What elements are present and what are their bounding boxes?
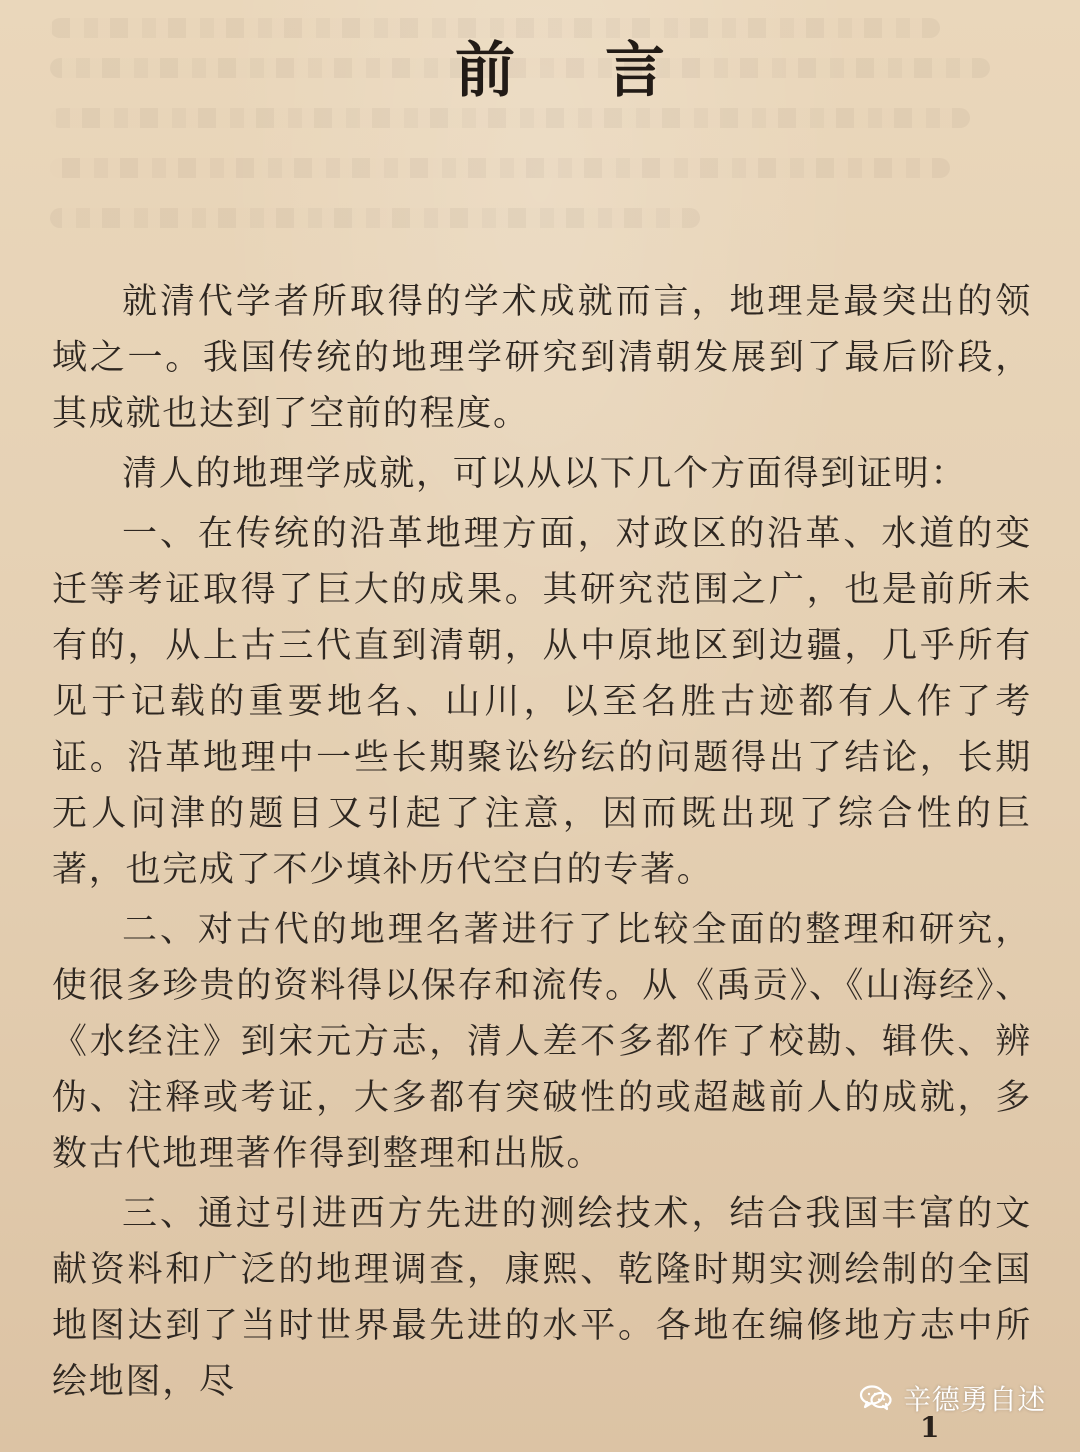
title-char-2: 言 <box>605 36 665 106</box>
watermark-label: 辛德勇自述 <box>903 1384 1046 1415</box>
paragraph-summary: 清人的地理学成就，可以从以下几个方面得到证明： <box>122 454 968 494</box>
watermark <box>859 1378 1046 1418</box>
ghost-text-line <box>50 18 940 38</box>
page-title <box>455 36 675 106</box>
ghost-text-line <box>50 208 700 228</box>
page-number: 1 <box>920 1411 940 1444</box>
title-char-1: 前 <box>455 36 515 106</box>
ghost-text-line <box>50 158 950 178</box>
body-text <box>52 274 1032 1410</box>
paragraph-intro: 就清代学者所取得的学术成就而言，地理是最突出的领域之一。我国传统的地理学研究到清朝发展到了最后阶段，其成就也达到了空前的程度。 <box>52 282 1032 434</box>
page-footer <box>0 1362 1080 1452</box>
paragraph-point-2: 二、对古代的地理名著进行了比较全面的整理和研究，使很多珍贵的资料得以保存和流传。从《禹贡》、《山海经》、《水经注》到宋元方志，清人差不多都作了校勘、辑佚、辨伪、注释或考证，大多都有突破性的或超越前人的成就，多数古代地理著作得到整理和出版。 <box>52 910 1032 1174</box>
wechat-icon <box>859 1384 893 1412</box>
ghost-text-line <box>50 108 970 128</box>
paragraph-point-1: 一、在传统的沿革地理方面，对政区的沿革、水道的变迁等考证取得了巨大的成果。其研究范围之广，也是前所未有的，从上古三代直到清朝，从中原地区到边疆，几乎所有见于记载的重要地名、山川，以至名胜古迹都有人作了考证。沿革地理中一些长期聚讼纷纭的问题得出了结论，长期无人问津的题目又引起了注意，因而既出现了综合性的巨著，也完成了不少填补历代空白的专著。 <box>52 514 1032 890</box>
paragraph-point-3: 三、通过引进西方先进的测绘技术，结合我国丰富的文献资料和广泛的地理调查，康熙、乾隆时期实测绘制的全国地图达到了当时世界最先进的水平。各地在编修地方志中所绘地图，尽 <box>52 1194 1032 1402</box>
